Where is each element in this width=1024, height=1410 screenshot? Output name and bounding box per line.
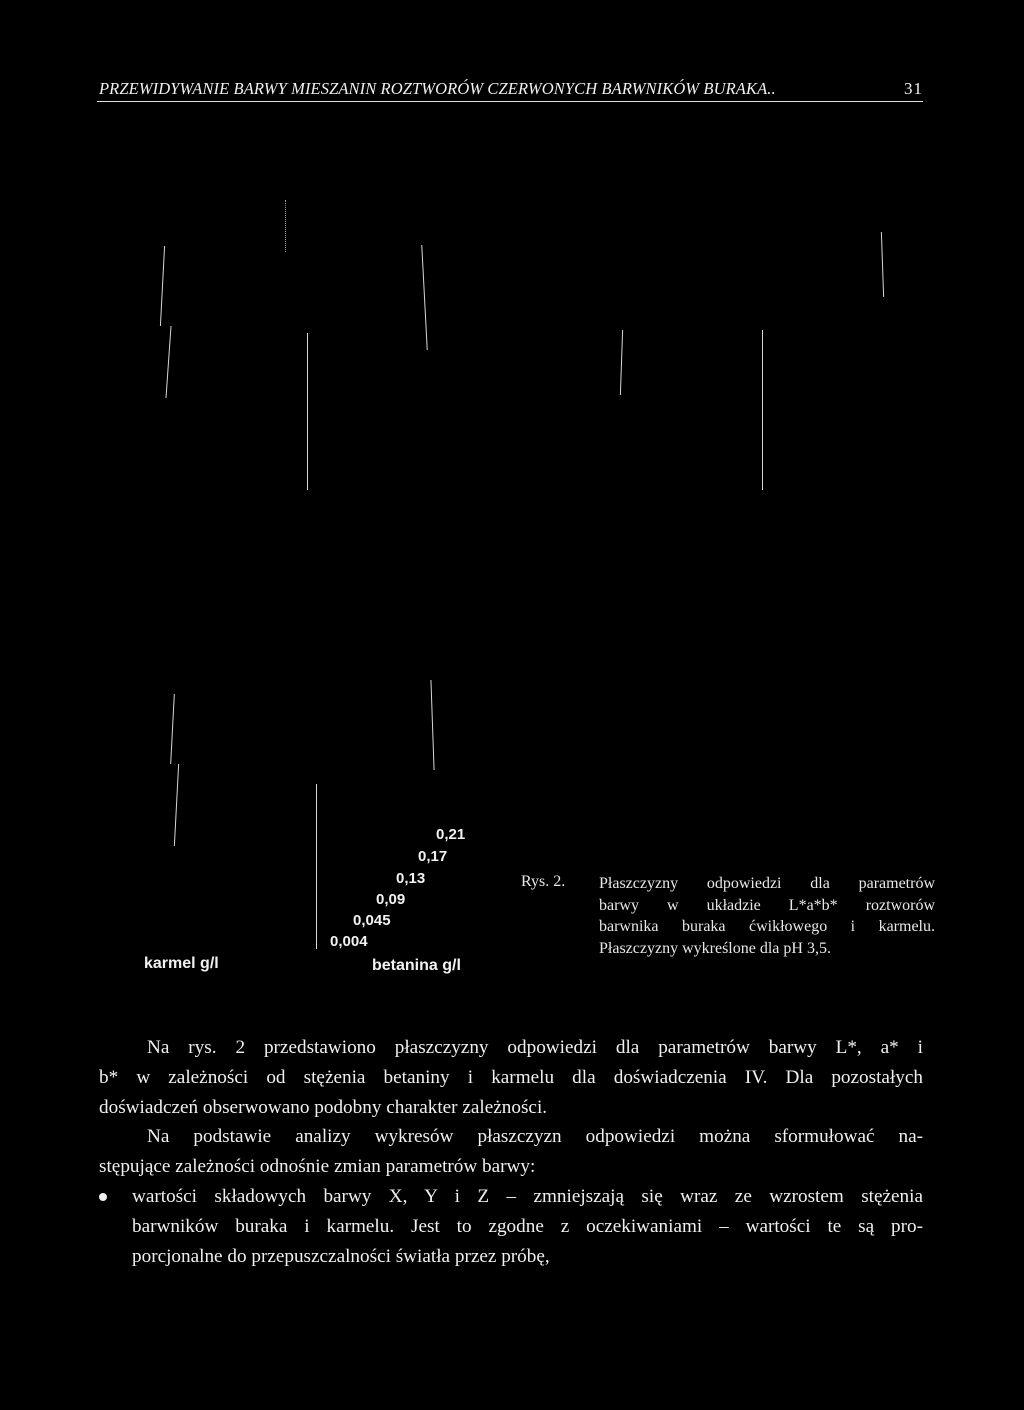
body-text [99, 1033, 923, 1271]
betanina-tick-label: 0,045 [353, 912, 391, 929]
plot-axis [316, 784, 317, 949]
karmel-axis-title: karmel g/l [144, 955, 219, 972]
bullet-icon [99, 1193, 107, 1201]
plot-fragment [620, 330, 623, 395]
plot-fragment [421, 245, 428, 350]
betanina-tick-label: 0,21 [436, 826, 466, 843]
figure-caption-label: Rys. 2. [521, 873, 566, 890]
text-line: doświadczeń obserwowano podobny charakter zależności. [99, 1096, 548, 1118]
plot-fragment [285, 200, 286, 252]
text-line: b* w zależności od stężenia betaniny i karmelu dla doświadczenia IV. Dla pozostałych [99, 1066, 923, 1088]
plot-fragment [170, 694, 175, 764]
betanina-tick-label: 0,17 [418, 848, 448, 865]
text-line: barwników buraka i karmelu. Jest to zgodne z oczekiwaniami – wartości te są pro- [132, 1215, 923, 1237]
text-line: stępujące zależności odnośnie zmian parametrów barwy: [99, 1156, 536, 1178]
text-line: Na podstawie analizy wykresów płaszczyzn odpowiedzi można sformułować na- [147, 1126, 923, 1148]
text-line: wartości składowych barwy X, Y i Z – zmniejszają się wraz ze wzrostem stężenia [132, 1185, 923, 1207]
plot-fragment [430, 680, 434, 770]
running-header-title: PRZEWIDYWANIE BARWY MIESZANIN ROZTWORÓW CZERWONYCH BARWNIKÓW BURAKA.. [99, 79, 776, 98]
running-header [97, 77, 923, 102]
paragraph [99, 1033, 923, 1122]
text-line: Na rys. 2 przedstawiono płaszczyzny odpowiedzi dla parametrów barwy L*, a* i [147, 1037, 923, 1058]
betanina-tick-label: 0,09 [376, 891, 406, 908]
page-number: 31 [904, 79, 923, 98]
caption-line: Płaszczyzny wykreślone dla pH 3,5. [599, 939, 831, 957]
plot-fragment [881, 232, 884, 297]
betanina-tick-label: 0,004 [330, 933, 368, 950]
plot-fragment [160, 246, 165, 326]
plot-fragment [762, 330, 763, 490]
plot-fragment [307, 333, 308, 490]
plot-fragment [165, 326, 171, 398]
text-line: porcjonalne do przepuszczalności światła przez próbę, [132, 1245, 550, 1267]
paragraph [99, 1122, 923, 1182]
plot-fragment [174, 764, 179, 846]
caption-line: barwy w układzie L*a*b* roztworów [599, 896, 935, 914]
betanina-tick-label: 0,13 [396, 870, 426, 887]
caption-line: barwnika buraka ćwikłowego i karmelu. [599, 918, 935, 935]
betanina-axis-title: betanina g/l [372, 957, 461, 974]
bullet-list-item [99, 1182, 923, 1271]
caption-line: Płaszczyzny odpowiedzi dla parametrów [599, 875, 935, 892]
figure-caption [599, 873, 935, 959]
